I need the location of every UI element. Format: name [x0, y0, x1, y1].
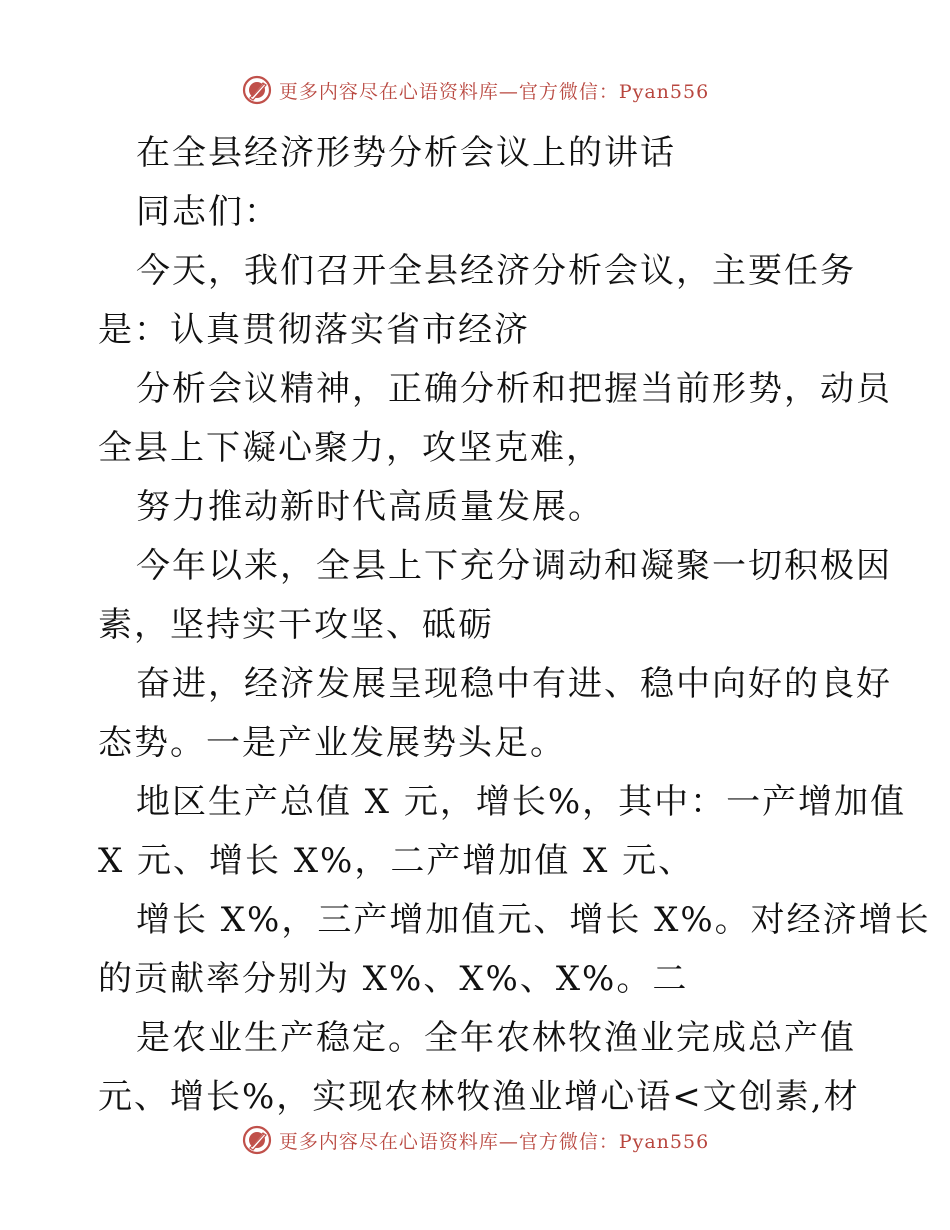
- paragraph-line: 是农业生产稳定。全年农林牧渔业完成总产值: [136, 1018, 856, 1058]
- paragraph-line: 是：认真贯彻落实省市经济: [98, 310, 530, 350]
- watermark-header: [0, 70, 950, 110]
- paragraph-line: 分析会议精神，正确分析和把握当前形势，动员: [136, 369, 892, 409]
- paragraph-line: 奋进，经济发展呈现稳中有进、稳中向好的良好: [136, 664, 892, 704]
- watermark-text: 更多内容尽在心语资料库—官方微信：Pyan556: [278, 1130, 710, 1153]
- salutation: 同志们：: [136, 192, 280, 232]
- feather-pen-seal-icon: [241, 74, 273, 106]
- paragraph-line: 素，坚持实干攻坚、砥砺: [98, 605, 494, 645]
- watermark-footer: [0, 1120, 950, 1160]
- watermark-text: 更多内容尽在心语资料库—官方微信：Pyan556: [278, 80, 710, 103]
- paragraph-line: 今年以来，全县上下充分调动和凝聚一切积极因: [136, 546, 892, 586]
- paragraph-line: 态势。一是产业发展势头足。: [98, 723, 566, 763]
- feather-pen-seal-icon: [241, 1124, 273, 1156]
- paragraph-line: 增长 X%，三产增加值元、增长 X%。对经济增长: [136, 900, 931, 940]
- paragraph-line: 的贡献率分别为 X%、X%、X%。二: [98, 959, 689, 999]
- paragraph-line: 努力推动新时代高质量发展。: [136, 487, 604, 527]
- paragraph-line: 全县上下凝心聚力，攻坚克难，: [98, 428, 602, 468]
- document-body: [98, 124, 931, 1127]
- doc-title: 在全县经济形势分析会议上的讲话: [136, 133, 676, 173]
- paragraph-line: 今天，我们召开全县经济分析会议，主要任务: [136, 251, 856, 291]
- paragraph-line: X 元、增长 X%，二产增加值 X 元、: [98, 841, 695, 881]
- paragraph-line: 地区生产总值 X 元，增长%，其中：一产增加值: [136, 782, 907, 822]
- paragraph-line: 元、增长%，实现农林牧渔业增心语<文创素,材: [98, 1077, 860, 1117]
